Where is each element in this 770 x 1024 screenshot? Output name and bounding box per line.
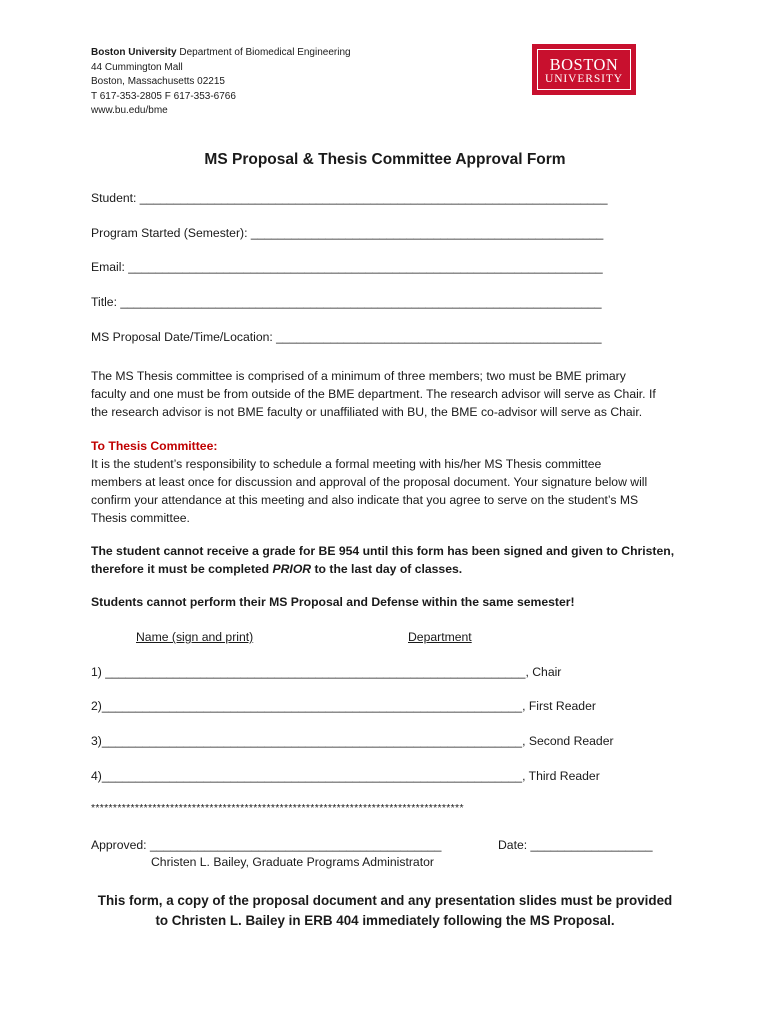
org-name: Boston University [91,47,177,58]
logo-line-2: UNIVERSITY [545,73,623,85]
address-line-2: Boston, Massachusetts 02215 [91,76,225,87]
to-committee-section [91,437,691,527]
intro-line: the research advisor is not BME faculty or unaffiliated with BU, the BME co-advisor will serve as Chair. [91,405,643,419]
page-title: MS Proposal & Thesis Committee Approval Form [204,151,566,168]
department-column-heading: Department [408,630,472,644]
grade-notice [91,542,691,578]
logo-inner-frame [537,49,631,90]
approved-field[interactable]: Approved: ___________________________________________ [91,838,442,852]
signature-line-third-reader[interactable]: 4)______________________________________________________________, Third Reader [91,769,600,783]
to-committee-line: confirm your attendance at this meeting and also indicate that you agree to serve on the student’s MS [91,493,639,507]
notice-post: to the last day of classes. [311,562,463,576]
intro-line: The MS Thesis committee is comprised of a minimum of three members; two must be BME primary [91,369,626,383]
committee-intro-paragraph [91,367,691,421]
logo-line-1: BOSTON [549,55,619,74]
student-field[interactable]: Student: _____________________________________________________________________ [91,191,608,205]
to-committee-heading: To Thesis Committee: [91,439,218,453]
footer-line-1: This form, a copy of the proposal document and any presentation slides must be provided [97,893,673,908]
signature-line-chair[interactable]: 1) ______________________________________________________________, Chair [91,665,562,679]
email-field[interactable]: Email: ______________________________________________________________________ [91,260,603,274]
footer-instructions [0,891,770,931]
to-committee-line: members at least once for discussion and approval of the proposal document. Your signature below will [91,475,648,489]
notice-pre: therefore it must be completed [91,562,273,576]
grade-notice-line-1: The student cannot receive a grade for BE 954 until this form has been signed and given to Christen, [91,544,675,558]
asterisk-separator: ************************************************************************************* [91,802,464,814]
intro-line: faculty and one must be from outside of the BME department. The research advisor will serve as Chair. If [91,387,656,401]
date-field[interactable]: Date: __________________ [498,838,653,852]
name-column-heading: Name (sign and print) [136,630,254,644]
proposal-date-field[interactable]: MS Proposal Date/Time/Location: ________________________________________________ [91,330,602,344]
grade-notice-line-2 [91,560,691,578]
website-link[interactable]: www.bu.edu/bme [91,105,168,116]
org-line [91,46,351,61]
address-line-1: 44 Cummington Mall [91,61,183,73]
footer-line-2: to Christen L. Bailey in ERB 404 immediately following the MS Proposal. [155,913,615,928]
org-department: Department of Biomedical Engineering [176,47,351,58]
phone-line: T 617-353-2805 F 617-353-6766 [91,90,236,102]
administrator-caption: Christen L. Bailey, Graduate Programs Administrator [151,855,434,869]
notice-prior: PRIOR [272,562,312,576]
to-committee-line: Thesis committee. [91,511,190,525]
boston-university-logo [532,44,636,95]
semester-notice: Students cannot perform their MS Proposal and Defense within the same semester! [91,595,575,609]
program-started-field[interactable]: Program Started (Semester): ____________________________________________________ [91,226,604,240]
signature-line-first-reader[interactable]: 2)______________________________________________________________, First Reader [91,699,596,713]
thesis-title-field[interactable]: Title: _______________________________________________________________________ [91,295,602,309]
signature-line-second-reader[interactable]: 3)______________________________________________________________, Second Reader [91,734,614,748]
to-committee-line: It is the student’s responsibility to schedule a formal meeting with his/her MS Thesis committee [91,457,602,471]
